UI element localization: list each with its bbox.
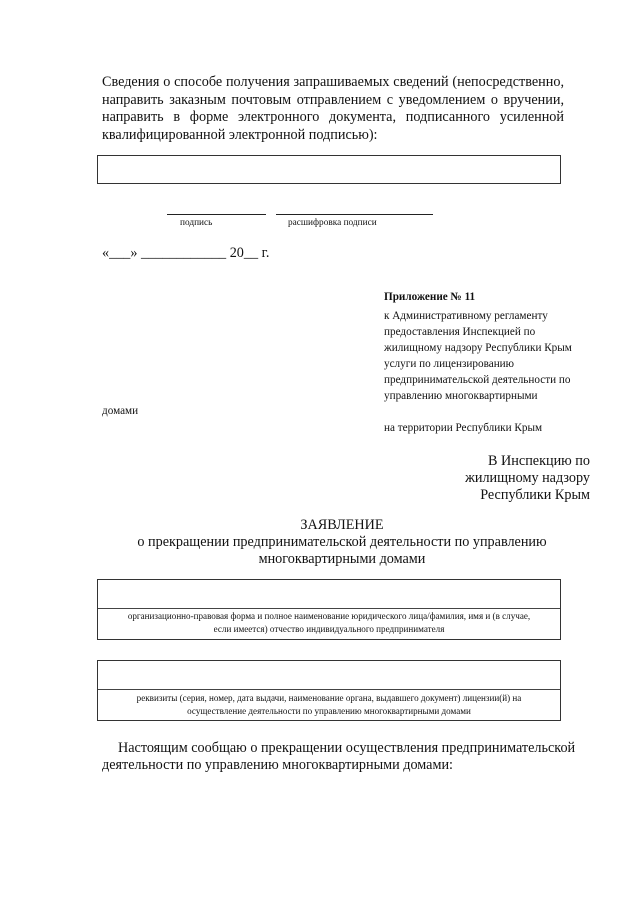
appendix-line: услуги по лицензированию xyxy=(384,358,515,370)
signature-decode-line xyxy=(276,214,433,215)
signature-decode-label: расшифровка подписи xyxy=(288,218,377,228)
delivery-method-field[interactable] xyxy=(97,155,561,184)
appendix-title: Приложение № 11 xyxy=(384,291,476,303)
statement-subtitle-line2: многоквартирными домами xyxy=(258,551,426,567)
delivery-method-text: Сведения о способе получения запрашиваемых сведений (непосредственно, направить заказным почтовым отправлением с уведомлением о вручении, направить в форме электронного документа, подписанного усиленной квалифицированной электронной подписью): xyxy=(102,74,564,143)
addressee-line: жилищному надзору xyxy=(465,470,590,486)
organization-name-field[interactable] xyxy=(97,579,561,640)
addressee-line: В Инспекцию по xyxy=(488,453,590,469)
organization-caption-line1: организационно-правовая форма и полное наименование юридического лица/фамилия, имя и (в случае, xyxy=(127,611,531,621)
appendix-territory: на территории Республики Крым xyxy=(384,422,543,434)
date-line: «___» ____________ 20__ г. xyxy=(102,245,270,261)
license-details-field[interactable] xyxy=(97,660,561,721)
license-caption-line2: осуществление деятельности по управлению многоквартирными домами xyxy=(187,706,471,716)
signature-line xyxy=(167,214,266,215)
appendix-orphan-word: домами xyxy=(102,405,139,417)
field-divider xyxy=(98,689,560,690)
signature-label: подпись xyxy=(180,218,213,228)
appendix-line: управлению многоквартирными xyxy=(384,390,538,402)
closing-line1: Настоящим сообщаю о прекращении осуществления предпринимательской xyxy=(118,740,576,756)
appendix-line: жилищному надзору Республики Крым xyxy=(384,342,572,354)
field-divider xyxy=(98,608,560,609)
organization-caption-line2: если имеется) отчество индивидуального предпринимателя xyxy=(213,624,445,634)
closing-line2: деятельности по управлению многоквартирными домами: xyxy=(102,757,453,773)
appendix-line: предоставления Инспекцией по xyxy=(384,326,536,338)
addressee-line: Республики Крым xyxy=(480,487,590,503)
appendix-line: предпринимательской деятельности по xyxy=(384,374,571,386)
statement-subtitle-line1: о прекращении предпринимательской деятельности по управлению xyxy=(137,534,547,550)
appendix-line: к Административному регламенту xyxy=(384,310,548,322)
statement-title: ЗАЯВЛЕНИЕ xyxy=(300,517,384,533)
license-caption-line1: реквизиты (серия, номер, дата выдачи, наименование органа, выдавшего документ) лицензии(й) на xyxy=(136,693,522,703)
